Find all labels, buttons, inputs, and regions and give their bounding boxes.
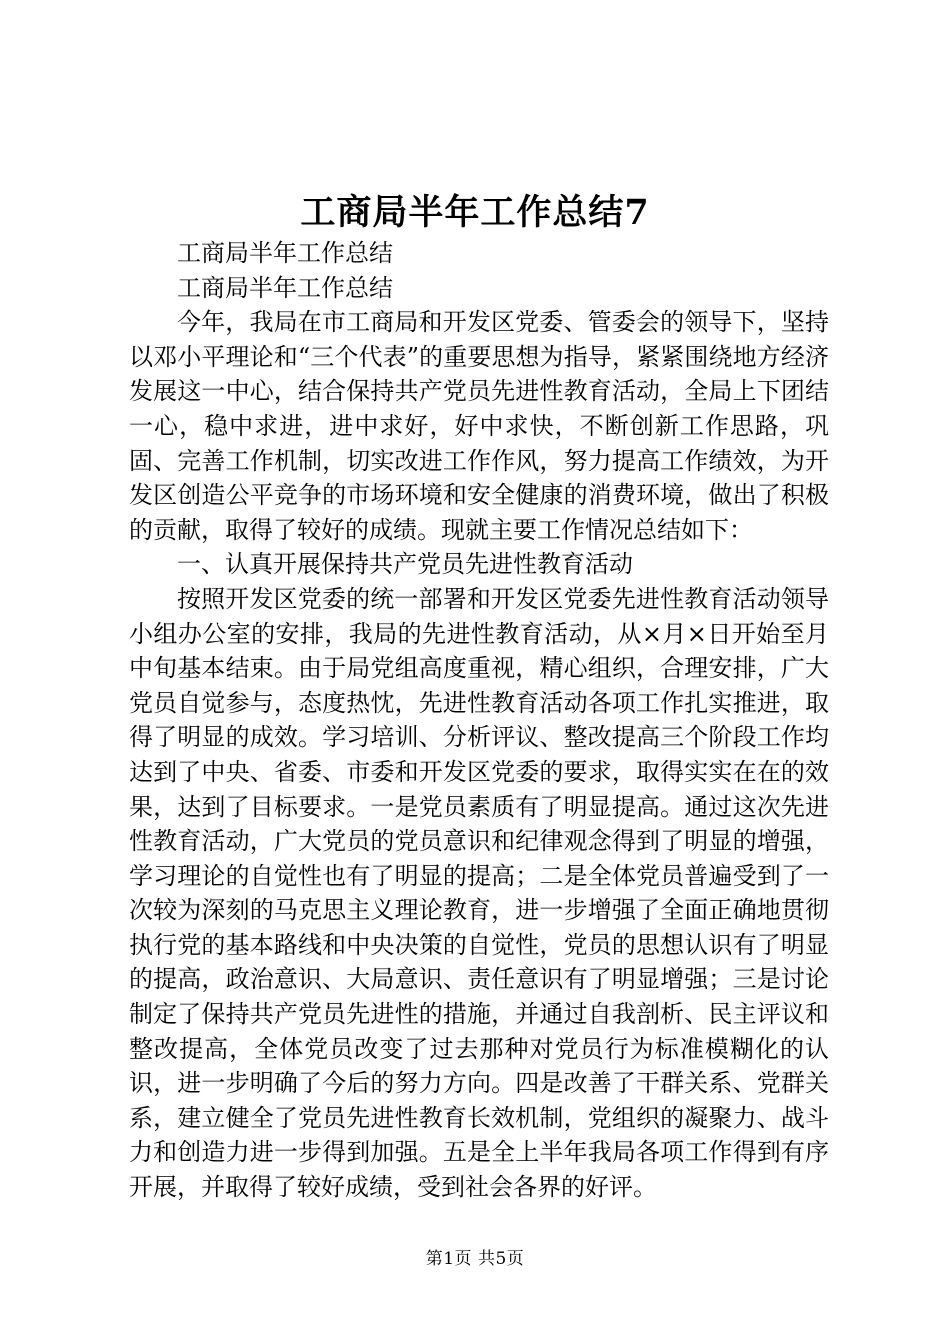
document-title: 工商局半年工作总结7 (300, 192, 650, 233)
section-heading-1: 一、认真开展保持共产党员先进性教育活动 (177, 550, 633, 579)
paragraph-introduction: 今年，我局在市工商局和开发区党委、管委会的领导下，坚持以邓小平理论和“三个代表”的重要思想为指导，紧紧围绕地方经济发展这一中心，结合保持共产党员先进性教育活动，全局上下团结一心，稳中求进，进中求好，好中求快，不断创新工作思路，巩固、完善工作机制，切实改进工作作风，努力提高工作绩效，为开发区创造公平竞争的市场环境和安全健康的消费环境，做出了积极的贡献，取得了较好的成绩。现就主要工作情况总结如下： (129, 308, 829, 544)
paragraph-section-1-body: 按照开发区党委的统一部署和开发区党委先进性教育活动领导小组办公室的安排，我局的先进性教育活动，从×月×日开始至月中旬基本结束。由于局党组高度重视，精心组织，合理安排，广大党员自觉参与，态度热忱，先进性教育活动各项工作扎实推进，取得了明显的成效。学习培训、分析评议、整改提高三个阶段工作均达到了中央、省委、市委和开发区党委的要求，取得实实在在的效果，达到了目标要求。一是党员素质有了明显提高。通过这次先进性教育活动，广大党员的党员意识和纪律观念得到了明显的增强，学习理论的自觉性也有了明显的提高；二是全体党员普遍受到了一次较为深刻的马克思主义理论教育，进一步增强了全面正确地贯彻执行党的基本路线和中央决策的自觉性，党员的思想认识有了明显的提高，政治意识、大局意识、责任意识有了明显增强；三是讨论制定了保持共产党员先进性的措施，并通过自我剖析、民主评议和整改提高，全体党员改变了过去那种对党员行为标准模糊化的认识，进一步明确了今后的努力方向。四是改善了干群关系、党群关系，建立健全了党员先进性教育长效机制，党组织的凝聚力、战斗力和创造力进一步得到加强。五是全上半年我局各项工作得到有序开展，并取得了较好成绩，受到社会各界的好评。 (129, 584, 829, 1202)
paragraph-subtitle-2: 工商局半年工作总结 (177, 273, 393, 302)
paragraph-subtitle-1: 工商局半年工作总结 (177, 239, 393, 267)
document-body (129, 236, 829, 1205)
page-number-footer: 第1页 共5页 (425, 1249, 525, 1269)
